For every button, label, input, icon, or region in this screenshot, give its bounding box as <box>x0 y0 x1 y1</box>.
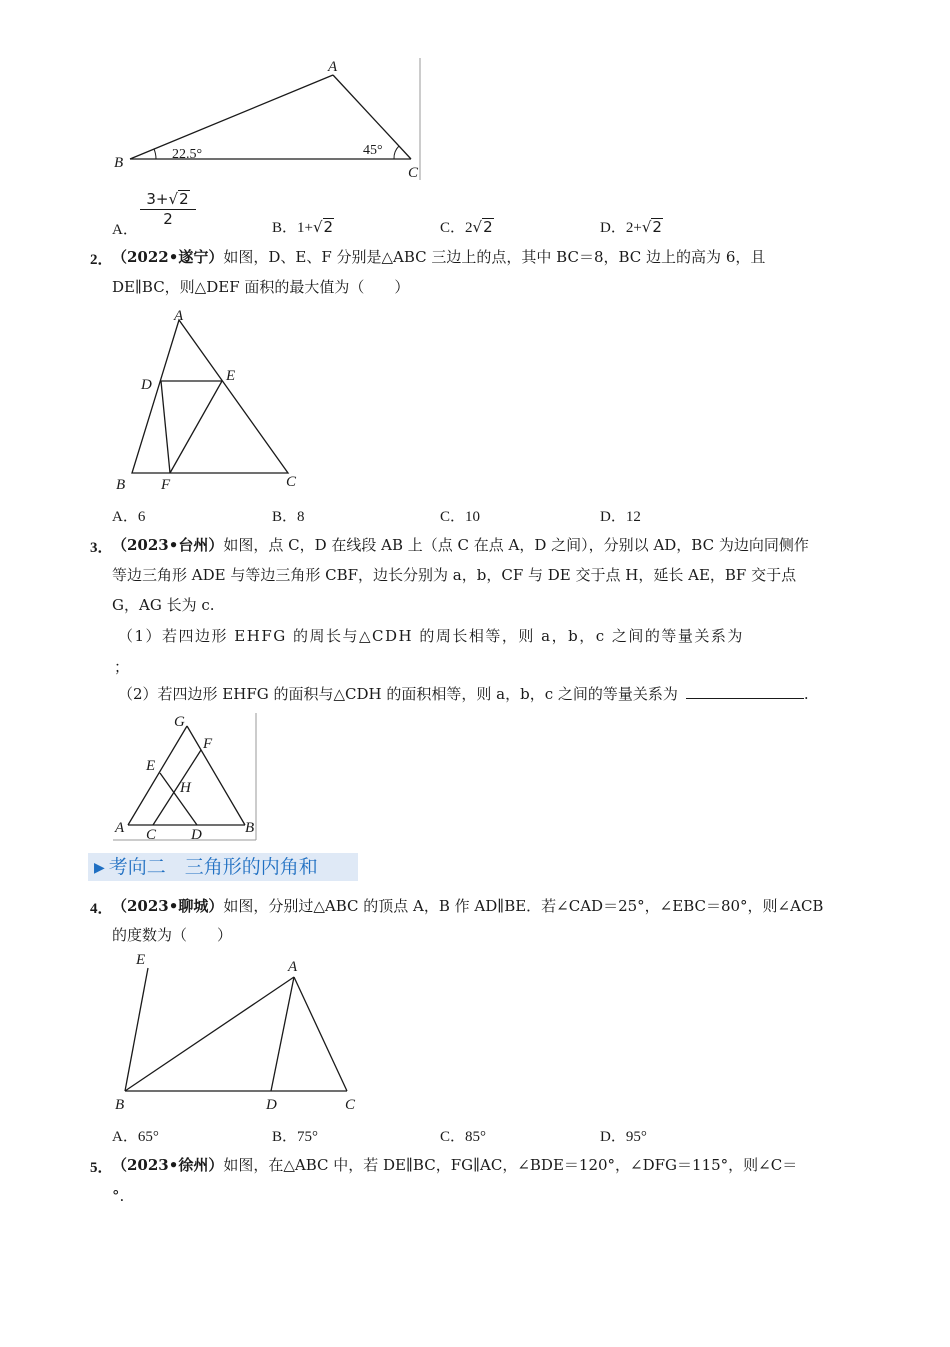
question-4-line-1 <box>112 896 823 916</box>
section-header <box>88 853 358 881</box>
option-c <box>440 216 494 237</box>
angle-c-arc <box>394 146 399 159</box>
label-g: G <box>174 714 185 730</box>
option-b-label: B． <box>272 220 298 236</box>
q4-option-c: C．85° <box>440 1129 487 1145</box>
question-3-sub-1: （1）若四边形 EHFG 的周长与△CDH 的周长相等，则 a，b，c 之间的等量关系为 <box>118 627 744 645</box>
q2-option-b: B．8 <box>272 509 305 525</box>
segment-cf <box>153 750 201 825</box>
segment-ed <box>160 773 197 825</box>
question-2-number: 2． <box>90 252 113 268</box>
q2-option-a: A．6 <box>112 509 146 525</box>
q4-option-a: A．65° <box>112 1129 159 1145</box>
option-d <box>600 216 663 237</box>
q4-option-b: B．75° <box>272 1129 319 1145</box>
numerator-prefix: 3+ <box>146 190 169 208</box>
question-3-sub-1-end: ； <box>114 658 130 676</box>
option-b-radicand: 2 <box>323 218 334 236</box>
label-a: A <box>288 959 298 975</box>
question-2-line-1 <box>112 247 765 267</box>
label-d: D <box>191 827 202 843</box>
question-4-line-2: 的度数为（ ） <box>112 926 233 944</box>
angle-c-label: 45° <box>363 143 383 158</box>
question-5-number: 5． <box>90 1160 113 1176</box>
option-c-label: C． <box>440 220 466 236</box>
option-d-prefix: 2+ <box>625 220 642 236</box>
fraction-denominator: 2 <box>163 210 173 228</box>
label-h: H <box>180 780 191 796</box>
label-e: E <box>136 952 146 968</box>
option-d-radicand: 2 <box>652 218 662 236</box>
question-3-number: 3． <box>90 540 113 556</box>
question-3-sub-2 <box>118 684 809 704</box>
label-b: B <box>116 477 126 493</box>
segment-ac <box>294 977 347 1091</box>
sqrt-icon: √ <box>472 218 483 236</box>
option-a-fraction <box>140 190 196 228</box>
label-c: C <box>408 165 419 181</box>
sqrt-icon: √ <box>641 218 652 236</box>
segment-ad <box>271 977 294 1091</box>
segment-ag <box>128 726 187 825</box>
question-3-line-1 <box>112 535 809 555</box>
angle-b-label: 22.5° <box>172 147 203 162</box>
question-5-source: （2023•徐州） <box>112 1156 224 1174</box>
answer-blank <box>686 684 804 699</box>
label-b: B <box>114 155 124 171</box>
figure-equilateral-triangles <box>108 710 263 845</box>
numerator-radicand: 2 <box>179 190 189 208</box>
side-ba <box>130 75 333 159</box>
question-4-source: （2023•聊城） <box>112 897 224 915</box>
figure-triangle-def <box>108 303 308 498</box>
option-a-label: A． <box>112 222 138 238</box>
label-d: D <box>266 1097 277 1113</box>
triangle-right-icon: ▶ <box>94 860 105 876</box>
section-title: 考向二 三角形的内角和 <box>108 856 318 878</box>
figure-triangle-abc-angles <box>100 55 430 185</box>
ray-be <box>125 968 148 1091</box>
label-b: B <box>115 1097 125 1113</box>
question-2-line-2: DE∥BC，则△DEF 面积的最大值为（ ） <box>112 278 410 296</box>
question-3-sub-2-text: （2）若四边形 EHFG 的面积与△CDH 的面积相等，则 a，b，c 之间的等量关系为 <box>118 685 678 703</box>
question-2-source: （2022•遂宁） <box>112 248 224 266</box>
question-3-line-2: 等边三角形 ADE 与等边三角形 CBF，边长分别为 a，b，CF 与 DE 交于点 H，延长 AE，BF 交于点 <box>112 566 797 584</box>
segment-ef <box>170 381 222 473</box>
sqrt-icon: √ <box>168 190 179 208</box>
question-3-text-1: 如图，点 C，D 在线段 AB 上（点 C 在点 A，D 之间），分别以 AD，BC 为边向同侧作 <box>223 536 809 554</box>
angle-b-arc <box>154 149 156 159</box>
option-b-prefix: 1+ <box>297 220 313 236</box>
sqrt-icon: √ <box>312 218 323 236</box>
q2-option-d: D．12 <box>600 509 641 525</box>
label-d: D <box>141 377 152 393</box>
option-c-radicand: 2 <box>483 218 493 236</box>
question-4-number: 4． <box>90 901 113 917</box>
question-4-text-1: 如图，分别过△ABC 的顶点 A，B 作 AD∥BE．若∠CAD＝25°，∠EBC＝80°，则∠ACB <box>223 897 824 915</box>
option-c-prefix: 2 <box>465 220 473 236</box>
question-5-line-2: °. <box>112 1187 125 1205</box>
label-e: E <box>146 758 156 774</box>
fraction-numerator <box>140 190 196 210</box>
question-3-sub-2-end: . <box>803 685 809 703</box>
question-3-line-3: G，AG 长为 c. <box>112 596 215 614</box>
label-a: A <box>174 308 184 324</box>
segment-gb <box>187 726 245 825</box>
option-b <box>272 216 334 237</box>
q2-option-c: C．10 <box>440 509 481 525</box>
label-f: F <box>203 736 213 752</box>
label-b: B <box>245 820 255 836</box>
question-5-text-1: 如图，在△ABC 中，若 DE∥BC，FG∥AC，∠BDE＝120°，∠DFG＝115°，则∠C＝ <box>223 1156 798 1174</box>
segment-df <box>161 381 170 473</box>
question-5-line-1 <box>112 1155 797 1175</box>
label-c: C <box>286 474 297 490</box>
figure-parallel-lines-triangle <box>108 948 368 1118</box>
label-a: A <box>328 59 338 75</box>
label-a: A <box>115 820 125 836</box>
question-3-source: （2023•台州） <box>112 536 224 554</box>
label-e: E <box>226 368 236 384</box>
triangle-abc <box>132 320 288 473</box>
q4-option-d: D．95° <box>600 1129 647 1145</box>
option-d-label: D． <box>600 220 626 236</box>
label-f: F <box>161 477 171 493</box>
label-c: C <box>345 1097 356 1113</box>
segment-ba <box>125 977 294 1091</box>
label-c: C <box>146 827 157 843</box>
question-2-text-1: 如图，D、E、F 分别是△ABC 三边上的点，其中 BC＝8，BC 边上的高为 6，且 <box>223 248 766 266</box>
